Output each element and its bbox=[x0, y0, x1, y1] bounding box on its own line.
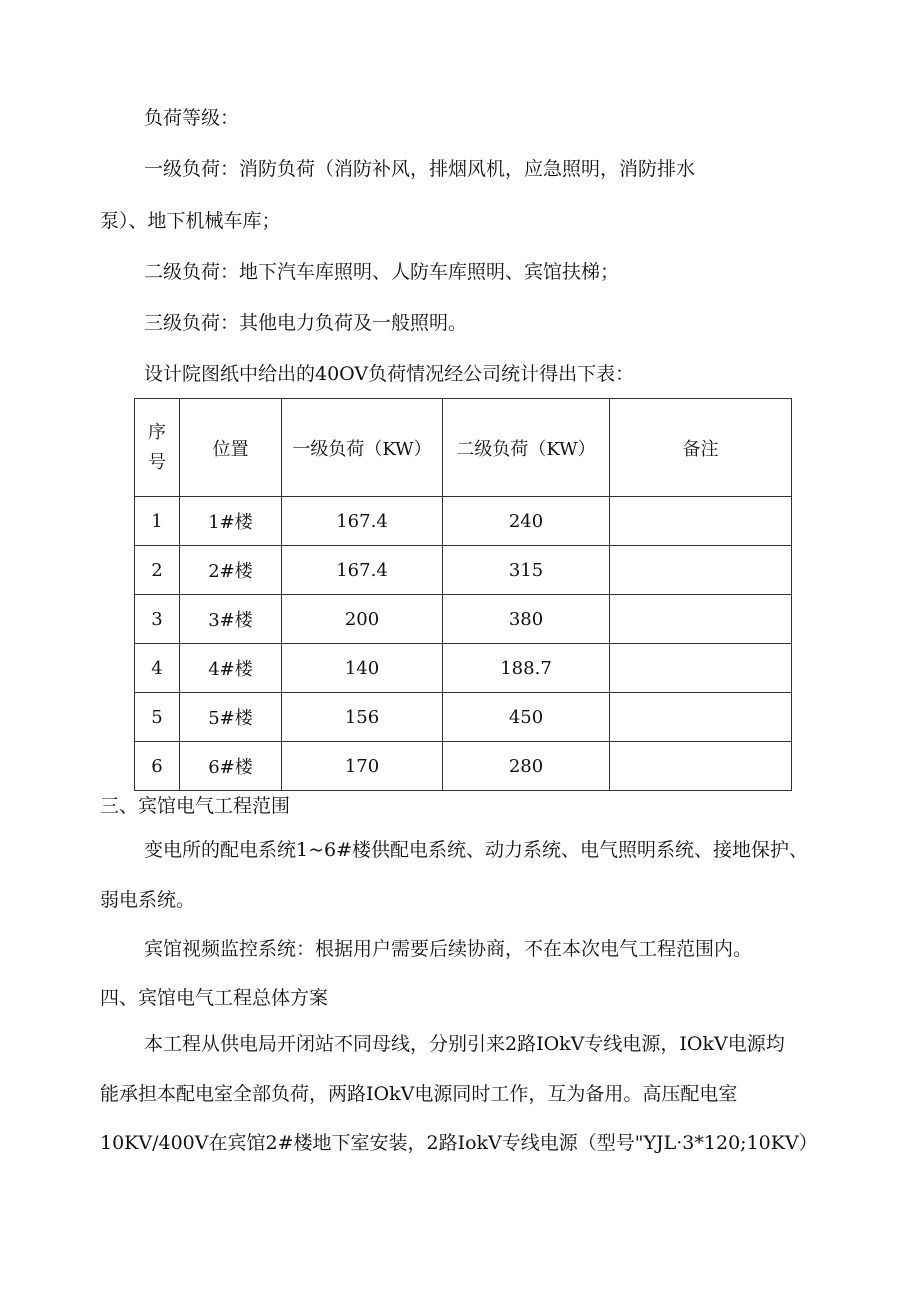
cell-level1: 156 bbox=[282, 693, 443, 742]
cell-seq: 4 bbox=[135, 644, 180, 693]
section4-p1-line3: 10KV/400V在宾馆2#楼地下室安装，2路IokV专线电源（型号"YJL·3*120;10KV） bbox=[100, 1132, 818, 1154]
header-seq bbox=[135, 399, 180, 497]
cell-level2: 280 bbox=[443, 742, 610, 791]
cell-remarks bbox=[610, 497, 792, 546]
cell-level2: 188.7 bbox=[443, 644, 610, 693]
header-position: 位置 bbox=[180, 399, 282, 497]
cell-position: 3#楼 bbox=[180, 595, 282, 644]
cell-remarks bbox=[610, 644, 792, 693]
cell-level1: 140 bbox=[282, 644, 443, 693]
cell-position: 2#楼 bbox=[180, 546, 282, 595]
cell-remarks bbox=[610, 595, 792, 644]
cell-remarks bbox=[610, 742, 792, 791]
grade1-line2: 泵）、地下机械车库； bbox=[100, 210, 281, 232]
cell-level1: 167.4 bbox=[282, 497, 443, 546]
section3-p1-line1: 变电所的配电系统1~6#楼供配电系统、动力系统、电气照明系统、接地保护、 bbox=[144, 839, 809, 861]
cell-level2: 380 bbox=[443, 595, 610, 644]
header-level2: 二级负荷（KW） bbox=[443, 399, 610, 497]
table-row bbox=[135, 595, 792, 644]
table-row bbox=[135, 644, 792, 693]
section3-p1-line2: 弱电系统。 bbox=[100, 889, 196, 911]
load-table bbox=[134, 398, 792, 791]
cell-level2: 450 bbox=[443, 693, 610, 742]
section4-p1-line2: 能承担本配电室全部负荷，两路IOkV电源同时工作，互为备用。高压配电室 bbox=[100, 1083, 738, 1105]
cell-remarks bbox=[610, 693, 792, 742]
cell-level1: 167.4 bbox=[282, 546, 443, 595]
table-row bbox=[135, 742, 792, 791]
cell-position: 1#楼 bbox=[180, 497, 282, 546]
header-remarks: 备注 bbox=[610, 399, 792, 497]
section3-heading: 三、宾馆电气工程范围 bbox=[100, 795, 291, 817]
cell-seq: 5 bbox=[135, 693, 180, 742]
table-row bbox=[135, 497, 792, 546]
cell-position: 4#楼 bbox=[180, 644, 282, 693]
cell-level1: 200 bbox=[282, 595, 443, 644]
load-grade-title: 负荷等级： bbox=[144, 107, 240, 129]
cell-seq: 3 bbox=[135, 595, 180, 644]
table-header-row bbox=[135, 399, 792, 497]
header-level1: 一级负荷（KW） bbox=[282, 399, 443, 497]
cell-seq: 1 bbox=[135, 497, 180, 546]
cell-seq: 6 bbox=[135, 742, 180, 791]
table-row bbox=[135, 546, 792, 595]
grade2-text: 二级负荷：地下汽车库照明、人防车库照明、宾馆扶梯； bbox=[144, 261, 620, 283]
cell-position: 6#楼 bbox=[180, 742, 282, 791]
header-seq-line1: 序 bbox=[148, 421, 166, 443]
table-intro: 设计院图纸中给出的40OV负荷情况经公司统计得出下表： bbox=[144, 363, 635, 385]
section4-heading: 四、宾馆电气工程总体方案 bbox=[100, 987, 329, 1009]
table-row bbox=[135, 693, 792, 742]
grade3-text: 三级负荷：其他电力负荷及一般照明。 bbox=[144, 312, 468, 334]
header-seq-line2: 号 bbox=[148, 451, 166, 473]
section4-p1-line1: 本工程从供电局开闭站不同母线，分别引来2路IOkV专线电源，IOkV电源均 bbox=[144, 1033, 785, 1055]
cell-position: 5#楼 bbox=[180, 693, 282, 742]
cell-remarks bbox=[610, 546, 792, 595]
cell-level1: 170 bbox=[282, 742, 443, 791]
cell-seq: 2 bbox=[135, 546, 180, 595]
grade1-line1: 一级负荷：消防负荷（消防补风，排烟风机，应急照明，消防排水 bbox=[144, 158, 696, 180]
cell-level2: 240 bbox=[443, 497, 610, 546]
section3-p2: 宾馆视频监控系统：根据用户需要后续协商，不在本次电气工程范围内。 bbox=[144, 938, 753, 960]
cell-level2: 315 bbox=[443, 546, 610, 595]
